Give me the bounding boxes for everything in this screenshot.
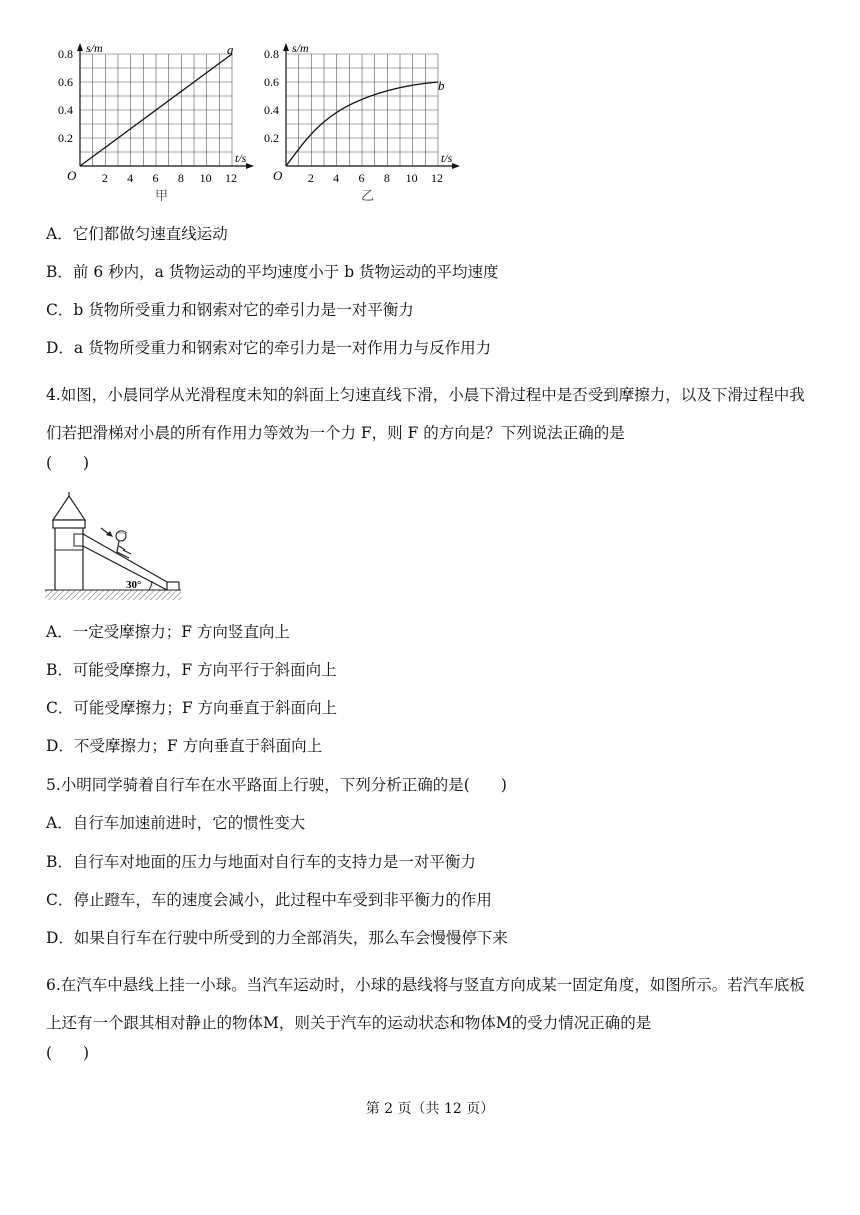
- q4-option-d: D．不受摩擦力；F 方向垂直于斜面向上: [46, 737, 323, 755]
- origin-label: O: [273, 168, 283, 183]
- y-tick-label: 0.4: [264, 103, 279, 117]
- y-tick-label: 0.4: [58, 103, 73, 117]
- y-tick-label: 0.2: [264, 131, 279, 145]
- q6-blank: ( ): [46, 1044, 90, 1062]
- q6-stem: 6.在汽车中悬线上挂一小球。当汽车运动时，小球的悬线将与竖直方向成某一固定角度，如图所示。若汽车底板上还有一个跟其相对静止的物体M，则关于汽车的运动状态和物体M的受力情况正确的是: [46, 976, 805, 1032]
- angle-label: 30°: [126, 579, 142, 591]
- y-tick-label: 0.6: [58, 75, 73, 89]
- x-tick-label: 8: [383, 171, 390, 185]
- y-tick-label: 0.6: [264, 75, 279, 89]
- q5-option-b: B．自行车对地面的压力与地面对自行车的支持力是一对平衡力: [46, 853, 476, 871]
- graph-yi: [261, 40, 466, 205]
- x-tick-label: 4: [333, 171, 340, 185]
- q5-option-a: A．自行车加速前进时，它的惯性变大: [46, 814, 306, 832]
- x-tick-label: 12: [431, 171, 443, 185]
- x-tick-label: 10: [405, 171, 418, 185]
- q5-option-d: D．如果自行车在行驶中所受到的力全部消失，那么车会慢慢停下来: [46, 929, 508, 947]
- caption-jia: 甲: [155, 188, 169, 203]
- y-tick-label: 0.8: [264, 47, 279, 61]
- q5-option-c: C．停止蹬车，车的速度会减小，此过程中车受到非平衡力的作用: [46, 891, 492, 909]
- x-tick-label: 8: [177, 171, 184, 185]
- x-tick-label: 6: [152, 171, 159, 185]
- page-footer: 第 2 页（共 12 页）: [365, 1101, 495, 1117]
- curve-b-label: b: [438, 78, 445, 93]
- x-tick-label: 6: [358, 171, 365, 185]
- x-label: t/s: [441, 151, 453, 165]
- y-tick-label: 0.2: [58, 131, 73, 145]
- q4-option-c: C．可能受摩擦力；F 方向垂直于斜面向上: [46, 699, 338, 717]
- q3-option-b: B．前 6 秒内，a 货物运动的平均速度小于 b 货物运动的平均速度: [46, 263, 499, 281]
- q3-option-c: C．b 货物所受重力和钢索对它的牵引力是一对平衡力: [46, 301, 414, 319]
- slide-figure: [45, 490, 185, 602]
- x-tick-label: 10: [199, 171, 212, 185]
- q4-stem: 4.如图，小晨同学从光滑程度未知的斜面上匀速直线下滑，小晨下滑过程中是否受到摩擦力，以及下滑过程中我们若把滑梯对小晨的所有作用力等效为一个力 F，则 F 的方向是？下列说法正确的是: [46, 386, 805, 442]
- graph-jia: [55, 40, 260, 205]
- curve-a-label: a: [227, 42, 234, 57]
- y-tick-label: 0.8: [58, 47, 73, 61]
- q5-stem: 5.小明同学骑着自行车在水平路面上行驶，下列分析正确的是( ): [46, 776, 507, 794]
- x-tick-label: 2: [307, 171, 314, 185]
- origin-label: O: [67, 168, 77, 183]
- q3-option-d: D．a 货物所受重力和钢索对它的牵引力是一对作用力与反作用力: [46, 339, 492, 357]
- x-tick-label: 2: [101, 171, 108, 185]
- y-label: s/m: [86, 41, 103, 55]
- q4-option-b: B．可能受摩擦力，F 方向平行于斜面向上: [46, 661, 337, 679]
- x-tick-label: 4: [127, 171, 134, 185]
- q4-option-a: A．一定受摩擦力；F 方向竖直向上: [46, 623, 290, 641]
- q3-option-a: A．它们都做匀速直线运动: [46, 225, 228, 243]
- x-label: t/s: [235, 151, 247, 165]
- caption-yi: 乙: [361, 188, 375, 203]
- x-tick-label: 12: [225, 171, 237, 185]
- q4-blank: ( ): [46, 454, 90, 472]
- y-label: s/m: [292, 41, 309, 55]
